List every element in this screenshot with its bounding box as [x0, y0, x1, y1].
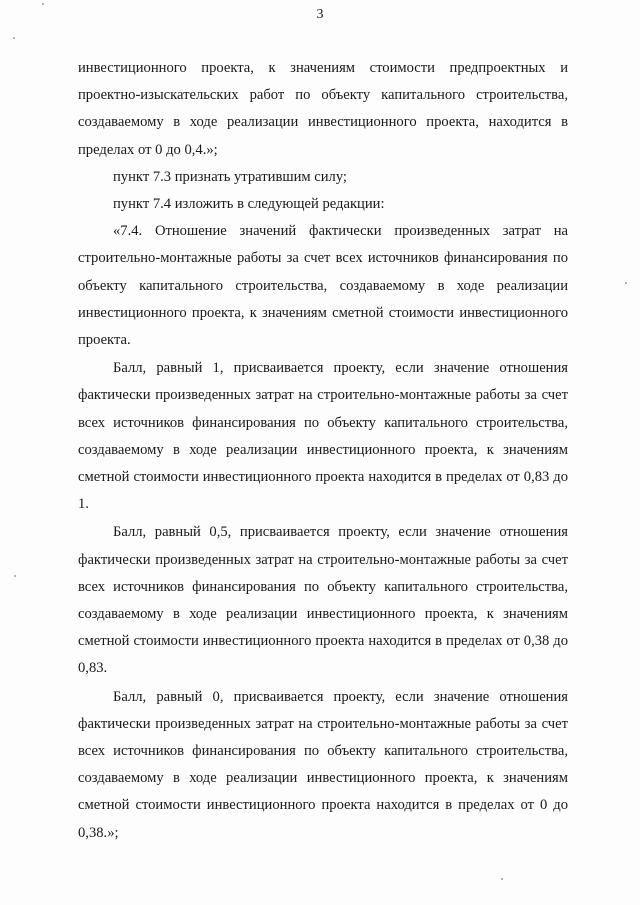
scan-speck — [13, 37, 15, 39]
paragraph-item-7-4: «7.4. Отношение значений фактически произведенных затрат на строительно-монтажные работы за счет всех источников финансирования по объекту капитального строительства, создаваемому в ходе реализации инвестиционного проекта, к значениям сметной стоимости инвестиционного проекта. — [78, 223, 568, 349]
paragraph-item-7-4-intro: пункт 7.4 изложить в следующей редакции: — [113, 196, 385, 213]
scan-speck — [501, 878, 503, 880]
page-number: 3 — [316, 7, 324, 22]
scan-speck — [625, 282, 627, 284]
scan-speck — [14, 575, 16, 577]
paragraph-score-0-5: Балл, равный 0,5, присваивается проекту, если значение отношения фактически произведенных затрат на строительно-монтажные работы за счет всех источников финансирования по объекту капитального строительства, создаваемому в ходе реализации инвестиционного проекта, к значениям сметной стоимости инвестиционного проекта находится в пределах от 0,38 до 0,83. — [78, 524, 568, 677]
paragraph-continuation: инвестиционного проекта, к значениям стоимости предпроектных и проектно-изыскательских работ по объекту капитального строительства, создаваемому в ходе реализации инвестиционного проекта, находится в пределах от 0 до 0,4.»; — [78, 60, 568, 158]
scan-speck — [42, 3, 44, 5]
document-body — [78, 55, 568, 847]
paragraph-score-1: Балл, равный 1, присваивается проекту, если значение отношения фактически произведенных затрат на строительно-монтажные работы за счет всех источников финансирования по объекту капитального строительства, создаваемому в ходе реализации инвестиционного проекта, к значениям сметной стоимости инвестиционного проекта находится в пределах от 0,83 до 1. — [78, 360, 568, 513]
paragraph-score-0: Балл, равный 0, присваивается проекту, если значение отношения фактически произведенных затрат на строительно-монтажные работы за счет всех источников финансирования по объекту капитального строительства, создаваемому в ходе реализации инвестиционного проекта, к значениям сметной стоимости инвестиционного проекта находится в пределах от 0 до 0,38.»; — [78, 688, 568, 841]
paragraph-item-7-3: пункт 7.3 признать утратившим силу; — [113, 168, 347, 185]
